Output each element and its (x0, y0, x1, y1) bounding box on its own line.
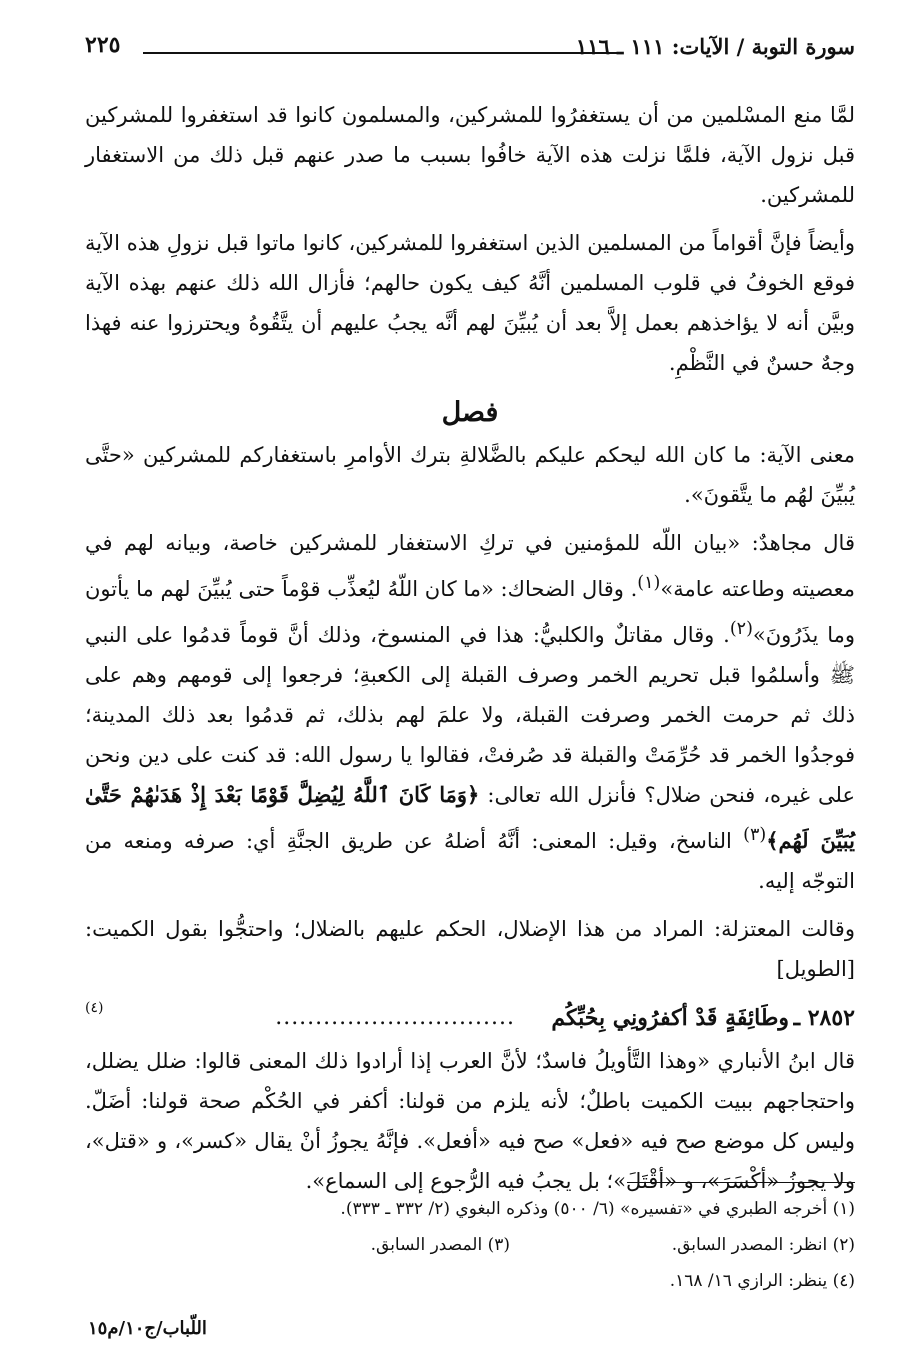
paragraph-4 (85, 523, 855, 901)
main-text (85, 95, 855, 1201)
running-header (85, 30, 855, 66)
footnote-row (85, 1229, 855, 1265)
page-number: ٢٢٥ (85, 32, 121, 58)
printer-signature: اللّباب/ج١٠/م١٥ (88, 1318, 207, 1339)
header-title: سورة التوبة / الآيات: ١١١ ـ ١١٦ (575, 34, 855, 59)
muqatil-text: . وقال مقاتلٌ والكلبيُّ: هذا في المنسوخ، وذلك أنَّ قوماً قدمُوا على النبي ﷺ وأسلمُوا قبل تحريم الخمر وصرف القبلة إلى الكعبةِ؛ فرجعوا إلى قومهم وهم على ذلك ثم حرمت الخمر وصرفت القبلة، ولا علمَ لهم بذلك، ثم قدمُوا بعد ذلك المدينة؛ فوجدُوا الخمر قد حُرِّمَتْ والقبلة قد صُرفتْ، فقالوا يا رسول الله: قد كنت على دين ونحن على غيره، فنحن ضلال؟ فأنزل الله تعالى: (85, 623, 855, 807)
poem-verse: وطَائِفَةٍ قَدْ أكفرُونِي بِحُبِّكُم (551, 1005, 789, 1031)
mujahid-quote: قال مجاهدٌ: «بيان اللّه للمؤمنين في تركِ الاستغفار للمشركين خاصة، وبيانه لهم في معصيته وطاعته عامة» (85, 531, 855, 601)
poem-number: ٢٨٥٢ ـ (793, 1005, 855, 1031)
footnote-4: (٤) ينظر: الرازي ١٦/ ١٦٨. (669, 1271, 855, 1291)
footnote-row (85, 1193, 855, 1229)
quran-verse: ﴿وَمَا كَانَ ٱللَّهُ لِيُضِلَّ قَوْمًا بَعْدَ إِذْ هَدَىٰهُمْ حَتَّىٰ يُبَيِّنَ لَهُم﴾ (85, 782, 855, 853)
dahhak-quote: . وقال الضحاك: «ما كان اللّهُ ليُعذِّب قوْماً حتى يُبيِّنَ لهم ما يأتون وما يذَرُونَ» (85, 577, 855, 647)
paragraph-3: معنى الآية: ما كان الله ليحكم عليكم بالضَّلالةِ بترك الأوامرِ باستغفاركم للمشركين «حتَّى يُبيِّنَ لهُم ما يتَّقونَ». (85, 443, 855, 507)
header-rule (143, 52, 620, 54)
footnote-row (85, 1265, 855, 1301)
footnote-rule (627, 1182, 855, 1183)
poem-dots: .............................. (275, 1005, 515, 1030)
footnote-ref-1: (١) (637, 573, 661, 593)
footnote-ref-3: (٣) (743, 825, 767, 845)
poem-line (85, 995, 855, 1041)
paragraph-5: وقالت المعتزلة: المراد من هذا الإضلال، الحكم عليهم بالضلال؛ واحتجُّوا بقول الكميت: [الطويل] (85, 917, 855, 981)
footnotes (85, 1193, 855, 1301)
paragraph-2: وأيضاً فإنَّ أقواماً من المسلمين الذين استغفروا للمشركين، كانوا ماتوا قبل نزولِ هذه الآية فوقع الخوفُ في قلوب المسلمين أنَّهُ كيف يكون حالهم؛ فأزال الله ذلك عنهم بهذه الآية وبيَّن أنه لا يؤاخذهم بعمل إلاَّ بعد أن يُبيِّنَ لهم أنَّه يجبُ عليهم أن يتَّقُوهُ ويحترزوا عنه فهذا وجهٌ حسنٌ في النَّظْمِ. (85, 231, 855, 375)
footnote-ref-4: (٤) (85, 1000, 104, 1016)
paragraph-4-end: الناسخ، وقيل: المعنى: أنَّهُ أضلهُ عن طريق الجنَّةِ أي: صرفه ومنعه من التوجّه إليه. (85, 829, 855, 893)
section-heading: فصل (441, 397, 499, 428)
paragraph-6: قال ابنُ الأنباري «وهذا التَّأويلُ فاسدٌ؛ لأنَّ العرب إذا أرادوا ذلك المعنى قالوا: ضلل يضلل، واحتجاجهم ببيت الكميت باطلٌ؛ لأنه يلزم من قولنا: أكفر في الحُكْم صحة قولنا: أضَلّ. وليس كل موضع صح فيه «فعل» صح فيه «أفعل». فإنَّهُ يجوزُ أنْ يقال «كسر»، و «قتل»، ولا يجوزُ «أكْسَرَ»، و «أقْتَلَ»؛ بل يجبُ فيه الرُّجوع إلى السماع». (85, 1049, 855, 1193)
footnote-2: (٢) انظر: المصدر السابق. (671, 1235, 855, 1255)
footnote-1: (١) أخرجه الطبري في «تفسيره» (٦/ ٥٠٠) وذكره البغوي (٢/ ٣٣٢ ـ ٣٣٣). (340, 1199, 855, 1219)
paragraph-1: لمَّا منع المسْلمين من أن يستغفرُوا للمشركين، والمسلمون كانوا قد استغفروا للمشركين قبل نزول الآية، فلمَّا نزلت هذه الآية خافُوا بسبب ما صدر عنهم قبل ذلك من الاستغفار للمشركين. (85, 103, 855, 207)
footnote-ref-2: (٢) (729, 619, 753, 639)
footnote-3: (٣) المصدر السابق. (370, 1235, 510, 1255)
